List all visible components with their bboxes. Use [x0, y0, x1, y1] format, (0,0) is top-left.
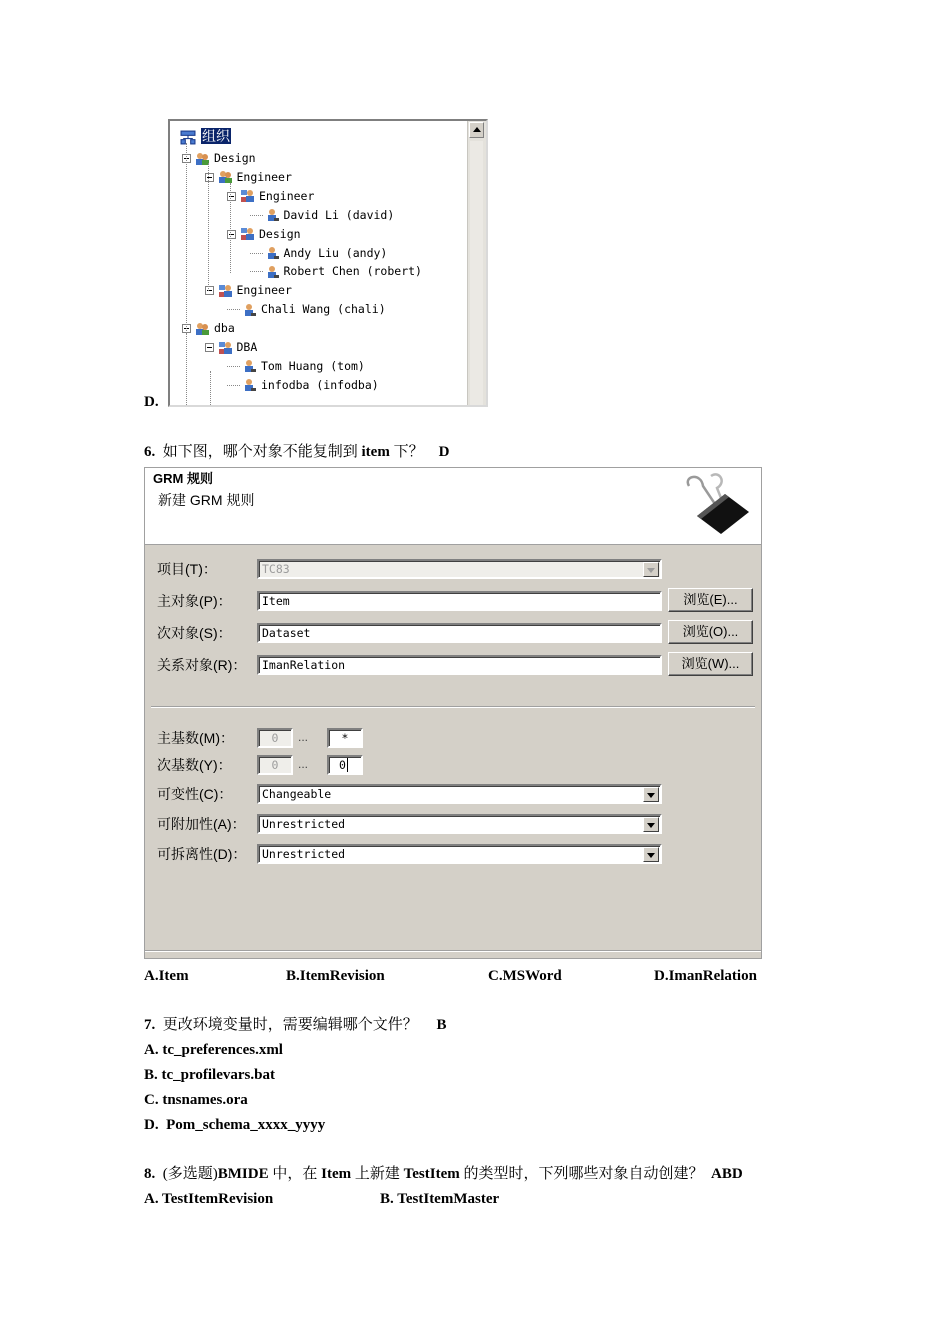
user-icon	[265, 265, 280, 279]
project-value: TC83	[262, 562, 290, 576]
collapse-toggle-icon[interactable]	[205, 343, 214, 352]
user-icon	[265, 246, 280, 260]
tree-node-label: dba	[214, 321, 235, 336]
dialog-header-title: GRM 规则	[153, 471, 213, 486]
secondary-cardinality-dots: ...	[298, 757, 309, 771]
primary-object-value: Item	[262, 594, 290, 608]
q6-option-d: D.ImanRelation	[654, 968, 757, 984]
detachable-combo[interactable]	[257, 844, 662, 864]
role-icon	[240, 227, 255, 241]
q7-option-b: B. tc_profilevars.bat	[144, 1067, 275, 1083]
primary-cardinality-label: 主基数(M)：	[157, 730, 234, 746]
role-icon	[240, 189, 255, 203]
role-icon	[218, 341, 233, 355]
tree-node-label: Andy Liu (andy)	[283, 245, 388, 260]
tree-node-label: Design	[214, 151, 256, 165]
q8-part2: BMIDE	[217, 1166, 269, 1182]
relation-object-value: ImanRelation	[262, 658, 346, 672]
q8-part1: (多选题)	[162, 1166, 218, 1182]
organization-tree[interactable]	[168, 119, 488, 407]
grm-rule-dialog	[144, 467, 762, 959]
q8-answer: ABD	[711, 1166, 743, 1182]
project-combo	[257, 559, 662, 579]
tree-node[interactable]	[205, 338, 258, 356]
changeable-combo[interactable]	[257, 784, 662, 804]
q7-option-a: A. tc_preferences.xml	[144, 1042, 283, 1058]
attachable-value: Unrestricted	[262, 817, 346, 831]
changeable-dropdown-icon[interactable]	[643, 787, 659, 802]
dialog-bottom-edge	[145, 950, 762, 952]
user-icon	[242, 359, 257, 373]
browse-relation-button[interactable]: 浏览(W)...	[668, 652, 753, 676]
relation-object-field[interactable]	[257, 655, 662, 675]
tree-node[interactable]	[205, 168, 292, 186]
tree-node-label: Engineer	[236, 169, 292, 184]
tree-node[interactable]	[205, 281, 292, 299]
primary-cardinality-min-value: 0	[271, 731, 279, 745]
user-icon	[242, 378, 257, 392]
tree-node-label: Design	[259, 226, 301, 241]
q6-text: 如下图，哪个对象不能复制到	[162, 444, 358, 460]
primary-cardinality-min	[257, 728, 293, 748]
user-icon	[242, 303, 257, 317]
tree-connector	[250, 215, 263, 216]
tree-node[interactable]	[250, 244, 388, 262]
tree-node-label: Engineer	[236, 283, 292, 298]
project-dropdown-icon	[643, 562, 659, 577]
tree-node-label: Chali Wang (chali)	[261, 302, 386, 317]
tree-node-label: Engineer	[259, 188, 315, 203]
tree-node[interactable]	[182, 319, 235, 337]
q8-option-b: B. TestItemMaster	[380, 1191, 500, 1207]
browse-primary-button[interactable]: 浏览(E)...	[668, 588, 753, 612]
tree-connector	[227, 366, 240, 367]
tree-node[interactable]	[227, 187, 314, 205]
tree-option-label: D.	[144, 394, 159, 410]
secondary-cardinality-label: 次基数(Y)：	[157, 757, 232, 773]
q8-part7: 的类型时，下列哪些对象自动创建？	[463, 1166, 704, 1182]
primary-cardinality-max[interactable]	[327, 728, 363, 748]
scroll-up-arrow-icon[interactable]	[469, 122, 484, 138]
text-cursor	[347, 758, 348, 772]
organization-icon	[179, 130, 197, 145]
q6-option-c: C.MSWord	[488, 968, 562, 984]
q6-answer: D	[438, 444, 450, 460]
tree-root-label: 组织	[202, 128, 230, 144]
tree-node[interactable]	[250, 262, 422, 280]
secondary-cardinality-min-value: 0	[271, 758, 279, 772]
q8-part4: Item	[321, 1166, 352, 1182]
tree-guide-line	[186, 333, 187, 407]
question-6: 6. 如下图，哪个对象不能复制到 item 下？ D	[144, 444, 450, 460]
q7-number: 7	[144, 1017, 152, 1033]
secondary-object-label: 次对象(S)：	[157, 625, 232, 641]
attachable-label: 可附加性(A)：	[157, 816, 246, 832]
secondary-object-field[interactable]	[257, 623, 662, 643]
tree-node-label: Tom Huang (tom)	[261, 358, 365, 373]
collapse-toggle-icon[interactable]	[227, 192, 236, 201]
q6-text-after: 下？	[393, 444, 424, 460]
tree-connector	[227, 309, 240, 310]
dialog-header	[145, 468, 761, 545]
q6-option-b: B.ItemRevision	[286, 968, 385, 984]
detachable-dropdown-icon[interactable]	[643, 847, 659, 862]
binder-clip-icon	[681, 472, 755, 538]
collapse-toggle-icon[interactable]	[205, 173, 214, 182]
q7-option-d: D. Pom_schema_xxxx_yyyy	[144, 1117, 326, 1133]
q8-part3: 中，在	[272, 1166, 318, 1182]
secondary-cardinality-min	[257, 755, 293, 775]
secondary-cardinality-max-value: 0	[339, 758, 346, 772]
project-label: 项目(T)：	[157, 561, 217, 577]
tree-node[interactable]	[182, 149, 256, 167]
group-icon	[195, 322, 210, 336]
collapse-toggle-icon[interactable]	[227, 230, 236, 239]
browse-secondary-button[interactable]: 浏览(O)...	[668, 620, 753, 644]
dialog-separator	[151, 706, 755, 708]
attachable-dropdown-icon[interactable]	[643, 817, 659, 832]
tree-node-label: Robert Chen (robert)	[283, 264, 422, 279]
tree-node-label: David Li (david)	[283, 207, 395, 222]
q8-part5: 上新建	[354, 1166, 400, 1182]
user-icon	[265, 208, 280, 222]
q6-bold-word: item	[361, 444, 390, 460]
tree-node[interactable]	[227, 376, 379, 394]
tree-scrollbar[interactable]	[467, 121, 486, 405]
question-8: 8. (多选题)BMIDE 中，在 Item 上新建 TestItem 的类型时，下列哪些对象自动创建？ ABD	[144, 1166, 743, 1182]
primary-object-field[interactable]	[257, 591, 662, 611]
attachable-combo[interactable]	[257, 814, 662, 834]
collapse-toggle-icon[interactable]	[205, 286, 214, 295]
q7-option-c: C. tnsnames.ora	[144, 1092, 248, 1108]
tree-node[interactable]	[227, 300, 386, 318]
dialog-header-subtitle: 新建 GRM 规则	[158, 492, 255, 508]
question-7: 7. 更改环境变量时，需要编辑哪个文件？ B	[144, 1017, 447, 1033]
primary-object-label: 主对象(P)：	[157, 593, 232, 609]
tree-node[interactable]	[250, 206, 395, 224]
secondary-cardinality-max[interactable]	[327, 755, 363, 775]
tree-connector	[250, 271, 263, 272]
q8-part6: TestItem	[403, 1166, 460, 1182]
tree-connector	[250, 253, 263, 254]
tree-guide-line	[208, 163, 209, 291]
detachable-label: 可拆离性(D)：	[157, 846, 247, 862]
q8-option-a: A. TestItemRevision	[144, 1191, 274, 1207]
tree-connector	[227, 385, 240, 386]
secondary-object-value: Dataset	[262, 626, 311, 640]
q8-number: 8	[144, 1166, 152, 1182]
tree-node[interactable]	[227, 225, 301, 243]
relation-object-label: 关系对象(R)：	[157, 657, 247, 673]
q6-option-a: A.Item	[144, 968, 189, 984]
role-icon	[218, 284, 233, 298]
tree-guide-line	[186, 143, 187, 355]
scroll-track[interactable]	[470, 141, 483, 405]
detachable-value: Unrestricted	[262, 847, 346, 861]
primary-cardinality-max-value: *	[341, 731, 349, 745]
primary-cardinality-dots: ...	[298, 730, 309, 744]
changeable-label: 可变性(C)：	[157, 786, 233, 802]
q6-number: 6	[144, 444, 152, 460]
tree-node-label: infodba (infodba)	[261, 377, 379, 392]
tree-guide-line	[230, 183, 231, 273]
q7-text: 更改环境变量时，需要编辑哪个文件？	[162, 1017, 418, 1033]
tree-guide-line	[210, 371, 211, 407]
tree-node-label: DBA	[236, 340, 258, 354]
q7-answer: B	[436, 1017, 447, 1033]
changeable-value: Changeable	[262, 787, 332, 801]
tree-node[interactable]	[227, 357, 365, 375]
